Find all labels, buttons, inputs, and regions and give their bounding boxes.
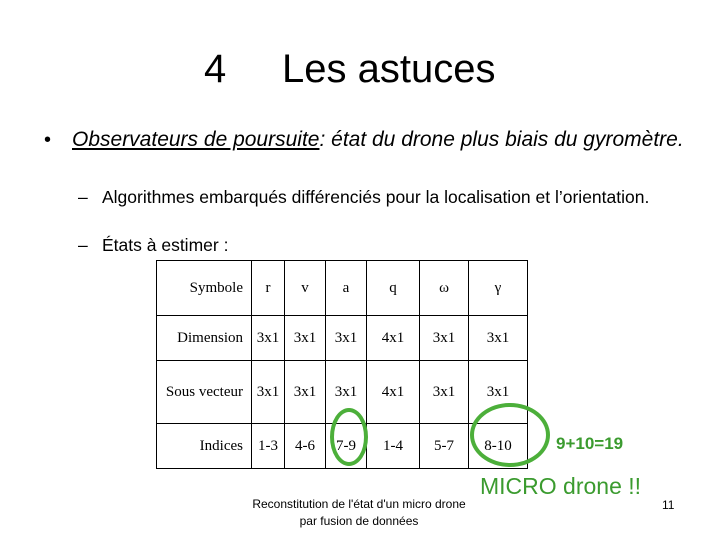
table-cell: 4-6 bbox=[285, 424, 326, 469]
table-cell: 3x1 bbox=[420, 316, 469, 361]
table-row bbox=[157, 424, 528, 469]
annotation-sum: 9+10=19 bbox=[556, 434, 624, 453]
table-cell: 1-4 bbox=[367, 424, 420, 469]
sub-bullet-marker: – bbox=[78, 187, 88, 207]
section-number: 4 bbox=[204, 47, 227, 91]
table-cell: a bbox=[326, 261, 367, 316]
main-bullet bbox=[44, 128, 684, 152]
table-cell: 4x1 bbox=[367, 316, 420, 361]
table-cell: 3x1 bbox=[420, 361, 469, 424]
bullet-marker: • bbox=[44, 129, 52, 151]
table-cell: 3x1 bbox=[326, 361, 367, 424]
slide-title bbox=[0, 44, 720, 94]
sub-bullet-text: États à estimer : bbox=[102, 235, 229, 255]
page-number: 11 bbox=[662, 498, 675, 512]
table-cell: 5-7 bbox=[420, 424, 469, 469]
table-cell: 7-9 bbox=[326, 424, 367, 469]
states-table bbox=[156, 260, 528, 469]
sub-bullet-marker: – bbox=[78, 235, 88, 255]
sub-bullet-text: Algorithmes embarqués différenciés pour la localisation et l’orientation. bbox=[102, 187, 650, 207]
table-cell: 3x1 bbox=[252, 316, 285, 361]
table-row bbox=[157, 316, 528, 361]
bullet-term: Observateurs de poursuite bbox=[72, 128, 320, 151]
table-cell: Dimension bbox=[157, 316, 252, 361]
title-text: Les astuces bbox=[282, 47, 496, 91]
bullet-text: : état du drone plus biais du gyromètre. bbox=[319, 128, 684, 151]
table-cell: v bbox=[285, 261, 326, 316]
sub-bullet-algorithms bbox=[78, 188, 678, 207]
figure-caption: Reconstitution de l'état d'un micro drone par fusion de données bbox=[252, 497, 466, 528]
table-cell: 4x1 bbox=[367, 361, 420, 424]
table-cell: Symbole bbox=[157, 261, 252, 316]
table-cell: r bbox=[252, 261, 285, 316]
table-cell: Indices bbox=[157, 424, 252, 469]
table-cell: 3x1 bbox=[285, 316, 326, 361]
table-cell: 3x1 bbox=[326, 316, 367, 361]
sub-bullet-states bbox=[78, 236, 678, 255]
table-cell: 8-10 bbox=[469, 424, 528, 469]
table-cell: γ bbox=[469, 261, 528, 316]
table-cell: ω bbox=[420, 261, 469, 316]
table-cell: 3x1 bbox=[469, 316, 528, 361]
table-cell: Sous vecteur bbox=[157, 361, 252, 424]
annotation-micro-drone: MICRO drone !! bbox=[480, 473, 642, 499]
table-cell: 3x1 bbox=[252, 361, 285, 424]
table-cell: 1-3 bbox=[252, 424, 285, 469]
table-cell: q bbox=[367, 261, 420, 316]
table-cell: 3x1 bbox=[469, 361, 528, 424]
table-row bbox=[157, 261, 528, 316]
table-cell: 3x1 bbox=[285, 361, 326, 424]
table-row bbox=[157, 361, 528, 424]
